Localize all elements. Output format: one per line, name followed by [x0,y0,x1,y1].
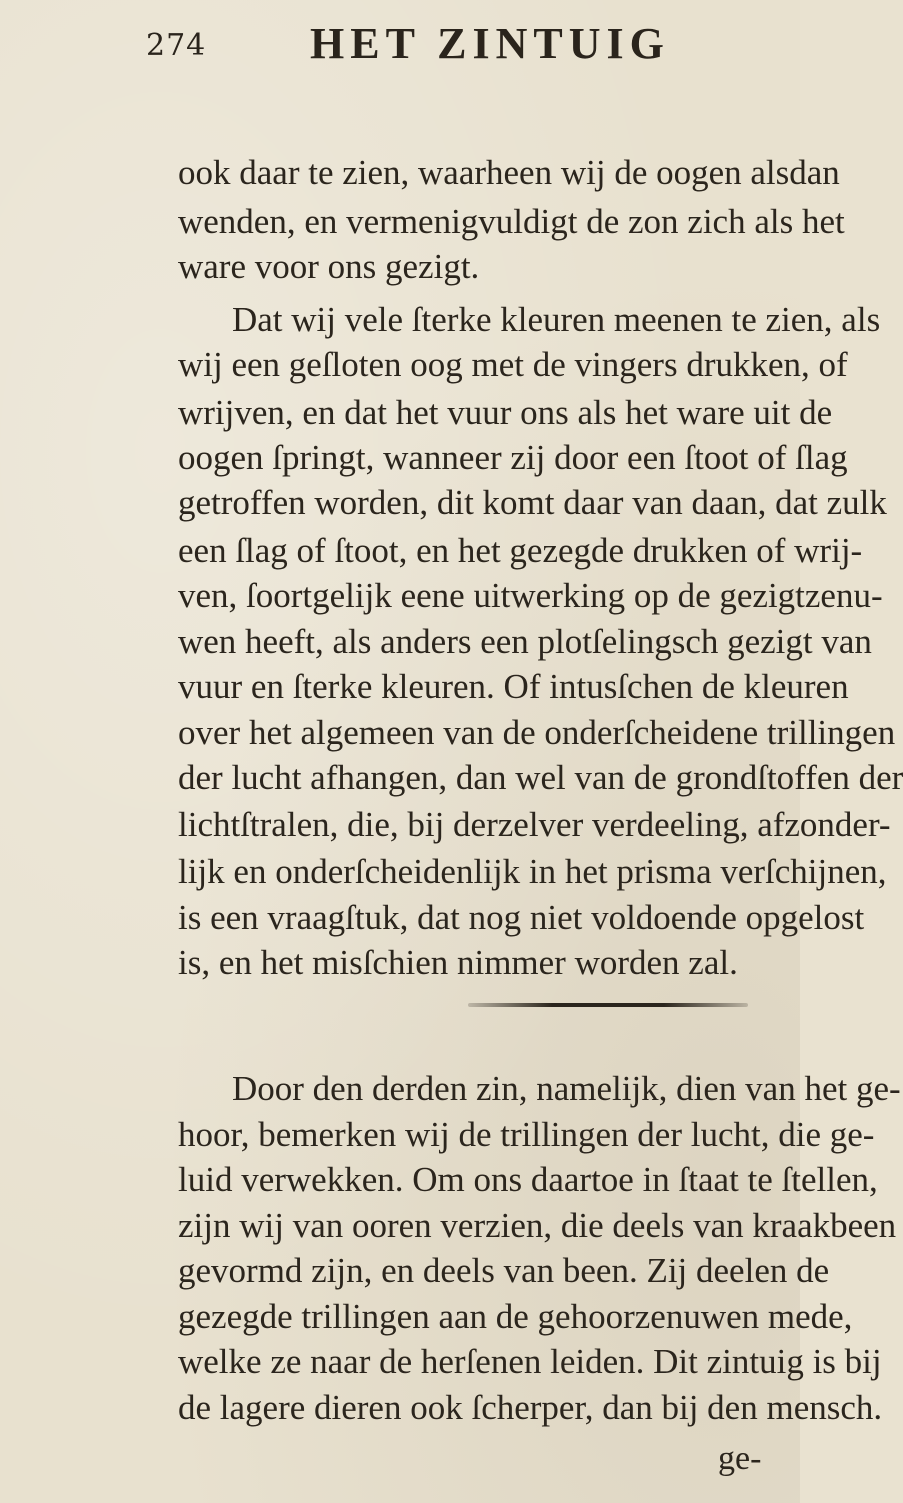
text-line: hoor, bemerken wij de trillingen der lucht, die ge- [178,1115,875,1154]
page-header [0,18,800,78]
text-line: de lagere dieren ook ſcherper, dan bij den mensch. [178,1388,883,1427]
text-line: oogen ſpringt, wanneer zij door een ſtoot of ſlag [178,438,848,477]
text-line: ven, ſoortgelijk eene uitwerking op de gezigtzenu- [178,576,883,615]
text-line: gevormd zijn, en deels van been. Zij deelen de [178,1251,830,1290]
text-line: Dat wij vele ſterke kleuren meenen te zien, als [232,300,881,339]
text-line: is een vraagſtuk, dat nog niet voldoende opgelost [178,898,865,937]
text-line: wrijven, en dat het vuur ons als het ware uit de [178,393,833,432]
page-number: 274 [146,28,207,63]
section-divider [468,1003,748,1007]
text-line: lichtſtralen, die, bij derzelver verdeeling, afzonder- [178,805,891,844]
text-line: ware voor ons gezigt. [178,247,480,286]
text-line: is, en het misſchien nimmer worden zal. [178,943,738,982]
text-line: getroffen worden, dit komt daar van daan, dat zulk [178,483,887,522]
text-line: gezegde trillingen aan de gehoorzenuwen mede, [178,1297,853,1336]
running-title: HET ZINTUIG [310,19,670,68]
text-line: Door den derden zin, namelijk, dien van het ge- [232,1069,901,1108]
text-line: zijn wij van ooren verzien, die deels van kraakbeen [178,1206,897,1245]
text-line: wen heeft, als anders een plotſelingsch gezigt van [178,622,872,661]
text-line: over het algemeen van de onderſcheidene trillingen [178,713,896,752]
text-line: lijk en onderſcheidenlijk in het prisma verſchijnen, [178,852,887,891]
text-line: een ſlag of ſtoot, en het gezegde drukken of wrij- [178,531,863,570]
text-line: ook daar te zien, waarheen wij de oogen alsdan [178,153,840,192]
text-line: luid verwekken. Om ons daartoe in ſtaat te ſtellen, [178,1160,878,1199]
text-line: vuur en ſterke kleuren. Of intusſchen de kleuren [178,667,849,706]
catchword: ge- [718,1440,762,1477]
text-line: welke ze naar de herſenen leiden. Dit zintuig is bij [178,1342,882,1381]
text-line: der lucht afhangen, dan wel van de grondſtoffen der [178,758,903,797]
text-line: wenden, en vermenigvuldigt de zon zich als het [178,202,845,241]
text-line: wij een geſloten oog met de vingers drukken, of [178,345,848,384]
